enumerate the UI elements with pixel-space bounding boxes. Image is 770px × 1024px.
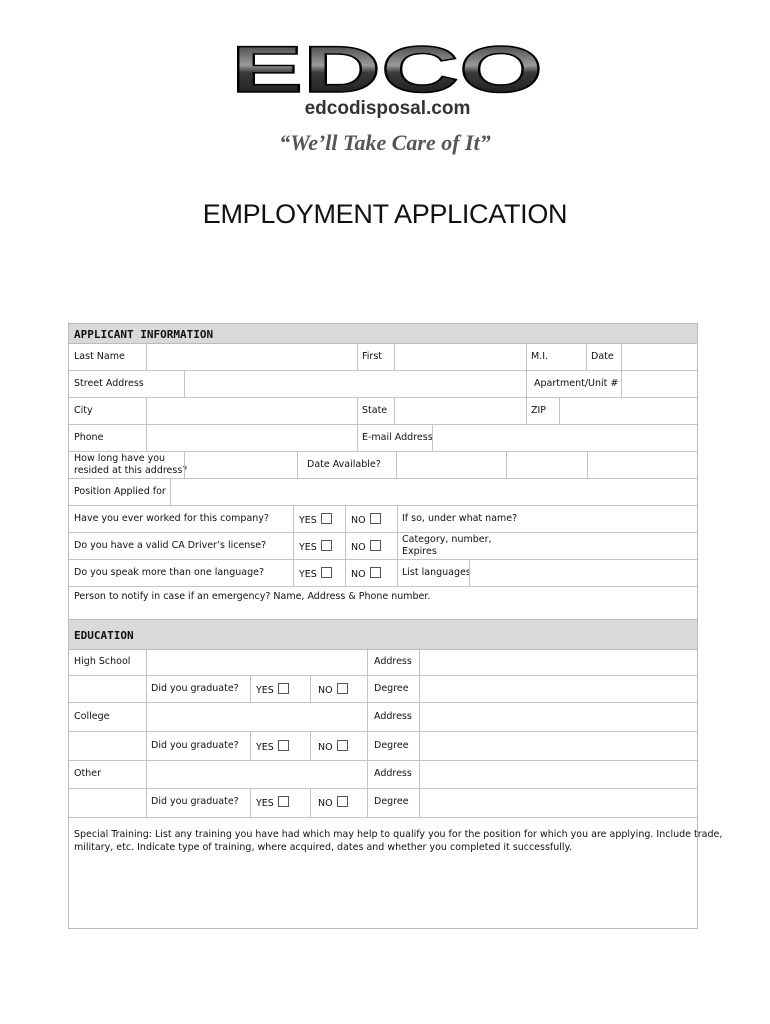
label-last-name: Last Name (74, 351, 125, 362)
language-no-option[interactable]: NO (351, 567, 381, 581)
label-special-training-line2: military, etc. Indicate type of training, where acquired, dates and whether you completed it successfully. (74, 842, 572, 853)
other-address-field[interactable] (420, 761, 697, 788)
label-other: Other (74, 768, 101, 779)
date-available-field[interactable] (397, 452, 697, 478)
other-no-option[interactable]: NO (318, 796, 348, 810)
college-field[interactable] (147, 703, 367, 731)
section-education (69, 619, 697, 650)
label-first: First (362, 351, 382, 362)
city-field[interactable] (147, 398, 357, 424)
website-url[interactable]: edcodisposal.com (304, 98, 471, 119)
other-yes-option[interactable]: YES (256, 796, 289, 810)
checkbox[interactable] (370, 540, 381, 551)
section-heading: APPLICANT INFORMATION (74, 328, 214, 341)
label-college-graduate: Did you graduate? (151, 740, 239, 751)
label-worked-for-company: Have you ever worked for this company? (74, 513, 269, 524)
edco-logo (230, 44, 545, 96)
last-name-field[interactable] (147, 344, 357, 370)
label-drivers-license: Do you have a valid CA Driver’s license? (74, 540, 267, 551)
label-street-address: Street Address (74, 378, 144, 389)
license-yes-option[interactable]: YES (299, 540, 332, 554)
label-license-category-line2: Expires (402, 546, 437, 557)
worked-no-option[interactable]: NO (351, 513, 381, 527)
application-form (68, 323, 723, 929)
state-field[interactable] (395, 398, 525, 424)
label-position-applied: Position Applied for (74, 486, 166, 497)
label-high-school-degree: Degree (374, 683, 409, 694)
label-date: Date (591, 351, 614, 362)
college-degree-field[interactable] (420, 732, 697, 760)
position-field[interactable] (171, 479, 697, 505)
tagline: “We’ll Take Care of It” (279, 130, 491, 155)
label-mi: M.I. (531, 351, 549, 362)
apartment-field[interactable] (622, 371, 697, 397)
checkbox[interactable] (321, 567, 332, 578)
email-field[interactable] (433, 425, 697, 451)
label-list-languages: List languages (402, 567, 471, 578)
label-how-long-line1: How long have you (74, 453, 166, 464)
street-address-field[interactable] (185, 371, 525, 397)
label-city: City (74, 405, 93, 416)
label-emergency-contact: Person to notify in case if an emergency? Name, Address & Phone number. (74, 591, 431, 602)
checkbox[interactable] (278, 740, 289, 751)
phone-field[interactable] (147, 425, 357, 451)
label-high-school: High School (74, 656, 131, 667)
section-heading: EDUCATION (74, 629, 134, 642)
worked-yes-option[interactable]: YES (299, 513, 332, 527)
checkbox[interactable] (321, 513, 332, 524)
high-school-yes-option[interactable]: YES (256, 683, 289, 697)
checkbox[interactable] (337, 796, 348, 807)
label-college-degree: Degree (374, 740, 409, 751)
label-other-graduate: Did you graduate? (151, 796, 239, 807)
label-how-long-line2: resided at this address? (74, 465, 188, 476)
label-college-address: Address (374, 711, 412, 722)
label-state: State (362, 405, 388, 416)
label-other-degree: Degree (374, 796, 409, 807)
high-school-no-option[interactable]: NO (318, 683, 348, 697)
section-applicant-information (69, 324, 697, 344)
date-field[interactable] (622, 344, 697, 370)
checkbox[interactable] (337, 740, 348, 751)
college-address-field[interactable] (420, 703, 697, 731)
label-high-school-address: Address (374, 656, 412, 667)
college-no-option[interactable]: NO (318, 740, 348, 754)
label-zip: ZIP (531, 405, 547, 416)
college-yes-option[interactable]: YES (256, 740, 289, 754)
high-school-degree-field[interactable] (420, 676, 697, 702)
checkbox[interactable] (321, 540, 332, 551)
emergency-contact-field[interactable] (69, 606, 697, 618)
checkbox[interactable] (337, 683, 348, 694)
license-no-option[interactable]: NO (351, 540, 381, 554)
label-other-address: Address (374, 768, 412, 779)
label-phone: Phone (74, 432, 104, 443)
checkbox[interactable] (278, 796, 289, 807)
label-apartment-unit: Apartment/Unit # (534, 378, 619, 389)
other-school-field[interactable] (147, 761, 367, 788)
label-previous-name: If so, under what name? (402, 513, 518, 524)
first-name-field[interactable] (395, 344, 525, 370)
label-college: College (74, 711, 110, 722)
checkbox[interactable] (278, 683, 289, 694)
label-date-available: Date Available? (307, 459, 381, 470)
residence-duration-field[interactable] (185, 452, 296, 478)
logo-text: EDCO (231, 44, 543, 96)
high-school-address-field[interactable] (420, 649, 697, 675)
zip-field[interactable] (560, 398, 697, 424)
checkbox[interactable] (370, 567, 381, 578)
label-languages: Do you speak more than one language? (74, 567, 264, 578)
page-title: EMPLOYMENT APPLICATION (202, 199, 568, 229)
other-degree-field[interactable] (420, 789, 697, 817)
label-special-training-line1: Special Training: List any training you have had which may help to qualify you for the position for which you are applying. Include trade, (74, 829, 723, 840)
high-school-field[interactable] (147, 649, 367, 675)
label-license-category-line1: Category, number, (402, 534, 492, 545)
label-high-school-graduate: Did you graduate? (151, 683, 239, 694)
label-email: E-mail Address (362, 432, 433, 443)
language-yes-option[interactable]: YES (299, 567, 332, 581)
special-training-field[interactable] (69, 858, 697, 928)
checkbox[interactable] (370, 513, 381, 524)
